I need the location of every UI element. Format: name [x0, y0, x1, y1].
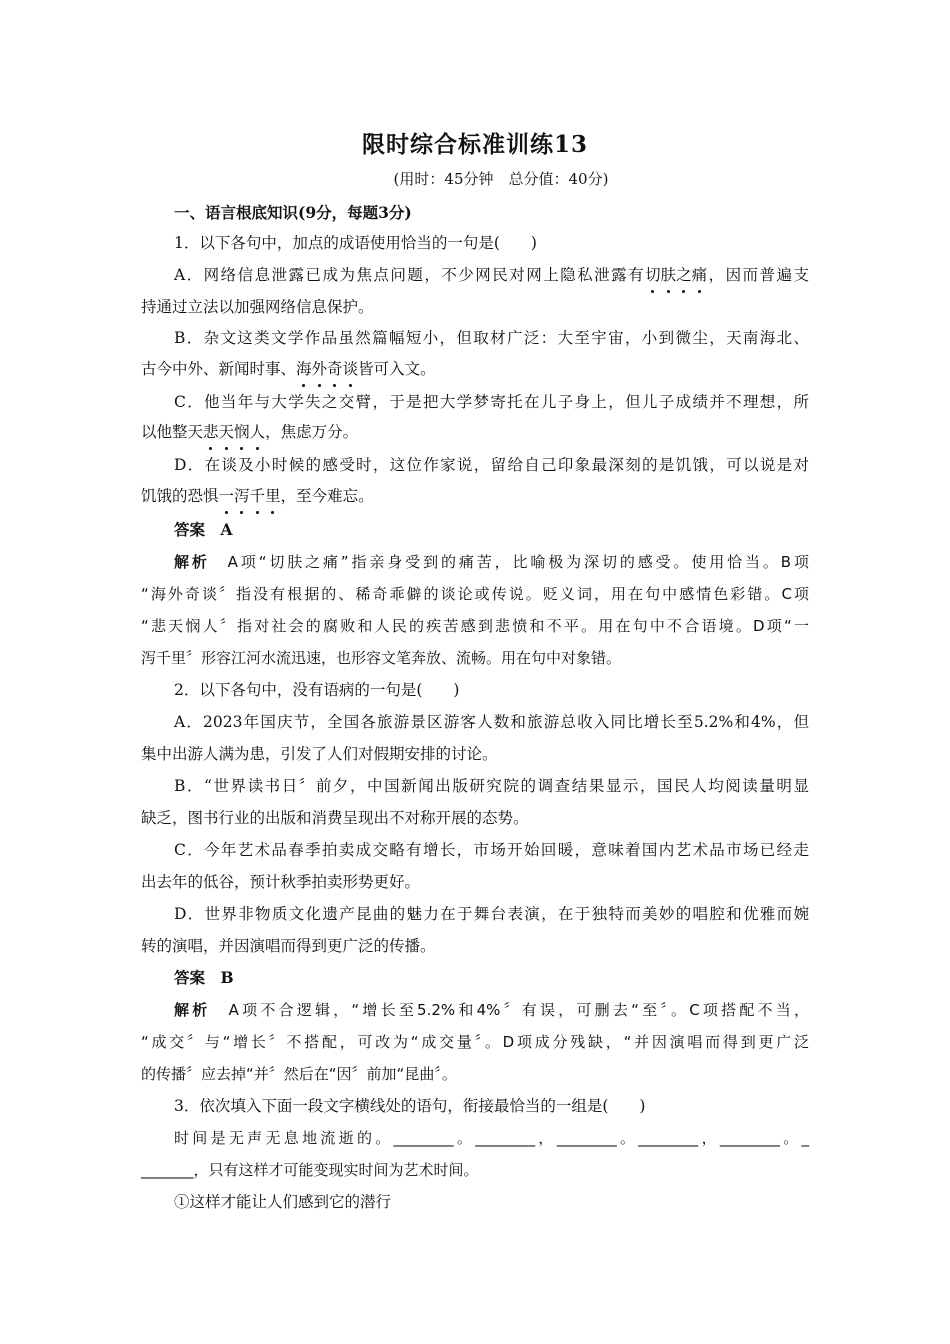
q2-stem: 2．以下各句中，没有语病的一句是( ): [174, 681, 460, 699]
q1-dotted-idiom-c: [203, 423, 265, 441]
q2-explanation-line2: “成交〞与“增长〞不搭配，可改为“成交量〞。D项成分残缺，“并因演唱而得到更广泛: [141, 1033, 809, 1051]
q1-answer: 答案 A: [174, 520, 233, 539]
section-heading: 一、语言根底知识(9分，每题3分): [174, 203, 412, 222]
dotted-char: 悯: [234, 420, 250, 444]
dotted-char: 里: [265, 484, 281, 508]
page-subtitle: (用时：45分钟 总分值：40分): [393, 170, 609, 188]
q1-option-b-line1: B．杂文这类文学作品虽然篇幅短小，但取材广泛：大至宇宙，小到微尘，天南海北、: [174, 329, 809, 347]
q2-option-c-line2: 出去年的低谷，预计秋季拍卖形势更好。: [141, 873, 421, 891]
q2-option-c-line1: C．今年艺术品春季拍卖成交略有增长，市场开始回暖，意味着国内艺术品市场已经走: [174, 841, 809, 859]
q1-stem: 1．以下各句中，加点的成语使用恰当的一句是( ): [174, 234, 537, 252]
dotted-char: 一: [219, 484, 235, 508]
q1-option-c-line1: C．他当年与大学失之交臂，于是把大学梦寄托在儿子身上，但儿子成绩并不理想，所: [174, 393, 809, 411]
q3-passage-line2: _______，只有这样才可能变现实时间为艺术时间。: [141, 1161, 479, 1179]
q3-passage-line1: 时间是无声无息地流逝的。________。________，________。________，________。_: [174, 1129, 809, 1147]
q3-stem: 3．依次填入下面一段文字横线处的语句，衔接最恰当的一组是( ): [174, 1097, 646, 1115]
q1-option-b-line2: 古今中外、新闻时事、海外奇谈皆可入文。: [141, 357, 809, 381]
q1-dotted-idiom-b: [296, 360, 358, 378]
dotted-char: 悲: [203, 420, 219, 444]
dotted-char: 奇: [327, 357, 343, 381]
q1-explanation-line1: 解析 A项“切肤之痛”指亲身受到的痛苦，比喻极为深切的感受。使用恰当。B项: [174, 553, 809, 571]
q1-option-a-line2: 持通过立法以加强网络信息保护。: [141, 298, 374, 316]
dotted-char: 人: [250, 420, 266, 444]
dotted-char: 痛: [692, 263, 708, 287]
q2-option-d-line2: 转的演唱，并因演唱而得到更广泛的传播。: [141, 937, 436, 955]
q3-option-1: ①这样才能让人们感到它的潜行: [174, 1193, 392, 1211]
q2-option-a-line2: 集中出游人满为患，引发了人们对假期安排的讨论。: [141, 745, 498, 763]
dotted-char: 外: [312, 357, 328, 381]
q1-option-d-line1: D．在谈及小时候的感受时，这位作家说，留给自己印象最深刻的是饥饿，可以说是对: [174, 456, 809, 474]
q1-option-c-line2: 以他整天悲天悯人，焦虑万分。: [141, 420, 809, 444]
q1-explanation-line4: 泻千里〞形容江河水流迅速，也形容文笔奔放、流畅。用在句中对象错。: [141, 649, 622, 667]
q2-explanation-line3: 的传播〞应去掉“并〞然后在“因〞前加“昆曲〞。: [141, 1065, 457, 1083]
page-title: 限时综合标准训练13: [361, 131, 588, 158]
dotted-char: 海: [296, 357, 312, 381]
dotted-char: 谈: [343, 357, 359, 381]
q1-option-a-line1: A．网络信息泄露已成为焦点问题，不少网民对网上隐私泄露有切肤之痛，因而普遍支: [174, 263, 809, 287]
dotted-char: 泻: [234, 484, 250, 508]
q1-explanation-line3: “悲天悯人〞指对社会的腐败和人民的疾苦感到悲愤和不平。用在句中不合语境。D项“一: [141, 617, 809, 635]
q1-explanation-line2: “海外奇谈〞指没有根据的、稀奇乖僻的谈论或传说。贬义词，用在句中感情色彩错。C项: [141, 585, 809, 603]
q1-dotted-idiom-a: [645, 266, 707, 284]
dotted-char: 肤: [661, 263, 677, 287]
q2-option-d-line1: D．世界非物质文化遗产昆曲的魅力在于舞台表演，在于独特而美妙的唱腔和优雅而婉: [174, 905, 809, 923]
dotted-char: 切: [645, 263, 661, 287]
dotted-char: 天: [219, 420, 235, 444]
dotted-char: 千: [250, 484, 266, 508]
q1-option-d-line2: 饥饿的恐惧一泻千里，至今难忘。: [141, 484, 809, 508]
q2-explanation-line1: 解析 A项不合逻辑，“增长至5.2%和4%〞有误，可删去“至〞。C项搭配不当，: [174, 1001, 809, 1019]
q2-answer: 答案 B: [174, 968, 234, 987]
q2-option-a-line1: A．2023年国庆节，全国各旅游景区游客人数和旅游总收入同比增长至5.2%和4%，但: [174, 713, 809, 731]
q2-option-b-line2: 缺乏，图书行业的出版和消费呈现出不对称开展的态势。: [141, 809, 529, 827]
q2-option-b-line1: B．“世界读书日〞前夕，中国新闻出版研究院的调查结果显示，国民人均阅读量明显: [174, 777, 809, 795]
dotted-char: 之: [676, 263, 692, 287]
q1-dotted-idiom-d: [219, 487, 281, 505]
